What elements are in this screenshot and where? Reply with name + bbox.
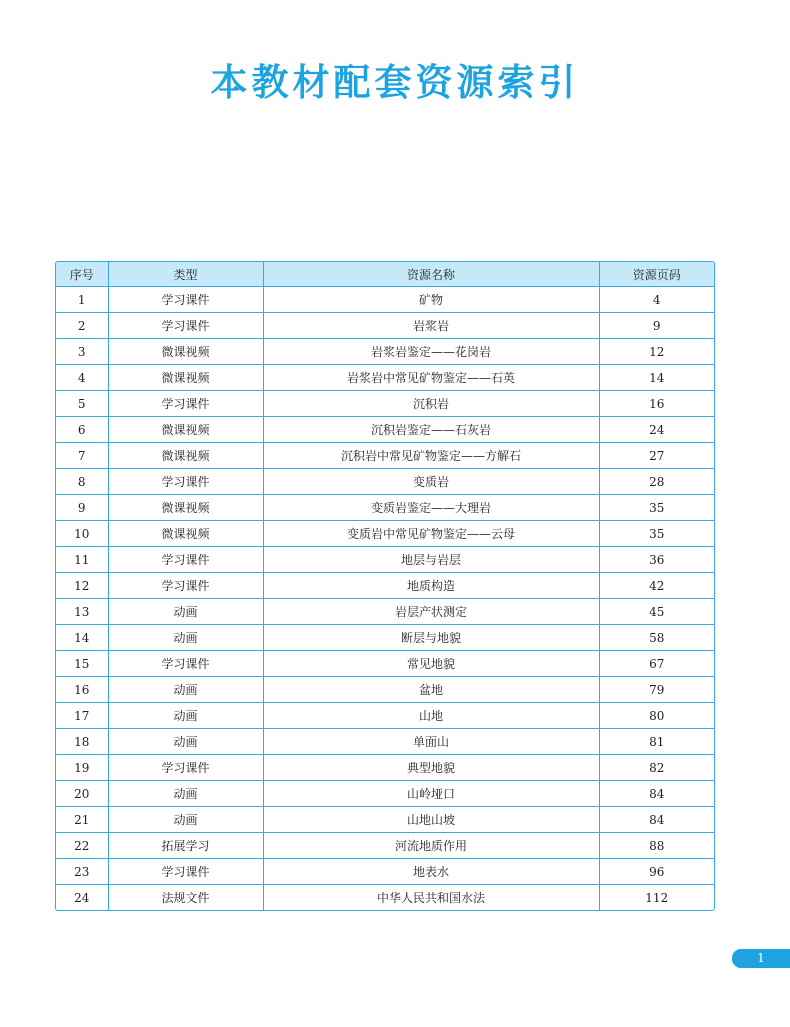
row-number: 18 <box>56 729 108 755</box>
row-type: 微课视频 <box>108 365 263 391</box>
row-number: 6 <box>56 417 108 443</box>
row-number: 15 <box>56 651 108 677</box>
row-page: 67 <box>599 651 714 677</box>
row-type: 动画 <box>108 807 263 833</box>
row-resource-name: 常见地貌 <box>263 651 599 677</box>
row-number: 10 <box>56 521 108 547</box>
header-number: 序号 <box>56 262 108 287</box>
row-resource-name: 河流地质作用 <box>263 833 599 859</box>
table-row <box>56 313 714 339</box>
row-number: 12 <box>56 573 108 599</box>
row-type: 动画 <box>108 599 263 625</box>
row-page: 28 <box>599 469 714 495</box>
row-page: 82 <box>599 755 714 781</box>
row-type: 微课视频 <box>108 521 263 547</box>
row-resource-name: 山岭垭口 <box>263 781 599 807</box>
row-type: 学习课件 <box>108 755 263 781</box>
table-row <box>56 443 714 469</box>
row-number: 20 <box>56 781 108 807</box>
row-type: 学习课件 <box>108 313 263 339</box>
row-resource-name: 岩层产状测定 <box>263 599 599 625</box>
row-type: 微课视频 <box>108 417 263 443</box>
table-row <box>56 417 714 443</box>
row-page: 112 <box>645 890 669 905</box>
table-row <box>56 495 714 521</box>
row-number: 9 <box>56 495 108 521</box>
table-row <box>56 625 714 651</box>
table-row <box>56 599 714 625</box>
table-row <box>56 339 714 365</box>
table-row <box>56 885 714 911</box>
row-page: 27 <box>599 443 714 469</box>
row-resource-name: 单面山 <box>263 729 599 755</box>
row-resource-name: 地质构造 <box>263 573 599 599</box>
table-header-row <box>56 262 714 287</box>
row-page: 35 <box>599 521 714 547</box>
row-resource-name: 地层与岩层 <box>263 547 599 573</box>
table-row <box>56 469 714 495</box>
row-number: 1 <box>56 287 108 313</box>
row-page: 79 <box>599 677 714 703</box>
row-type: 动画 <box>108 703 263 729</box>
row-resource-name: 山地山坡 <box>263 807 599 833</box>
row-type: 动画 <box>108 625 263 651</box>
row-number: 7 <box>56 443 108 469</box>
row-type: 学习课件 <box>108 651 263 677</box>
row-type: 学习课件 <box>108 469 263 495</box>
row-page: 80 <box>599 703 714 729</box>
row-number: 11 <box>56 547 108 573</box>
row-resource-name: 盆地 <box>263 677 599 703</box>
row-type: 动画 <box>108 677 263 703</box>
row-type: 法规文件 <box>108 885 263 911</box>
row-number: 5 <box>56 391 108 417</box>
row-number: 13 <box>56 599 108 625</box>
row-page: 9 <box>599 313 714 339</box>
resource-index-table <box>55 261 715 911</box>
row-type: 微课视频 <box>108 495 263 521</box>
row-page: 58 <box>599 625 714 651</box>
table-row <box>56 833 714 859</box>
table-row <box>56 521 714 547</box>
row-number: 16 <box>56 677 108 703</box>
row-resource-name: 矿物 <box>263 287 599 313</box>
row-number: 22 <box>56 833 108 859</box>
table-row <box>56 573 714 599</box>
row-resource-name: 岩浆岩中常见矿物鉴定——石英 <box>263 365 599 391</box>
row-number: 21 <box>56 807 108 833</box>
row-page: 24 <box>599 417 714 443</box>
row-page: 45 <box>599 599 714 625</box>
row-number: 19 <box>56 755 108 781</box>
row-resource-name: 岩浆岩 <box>263 313 599 339</box>
table-row <box>56 703 714 729</box>
header-resource-page: 资源页码 <box>599 262 714 287</box>
row-page: 81 <box>599 729 714 755</box>
row-page: 4 <box>599 287 714 313</box>
row-page: 96 <box>599 859 714 885</box>
table-row <box>56 859 714 885</box>
table-row <box>56 547 714 573</box>
row-resource-name: 典型地貌 <box>263 755 599 781</box>
header-type: 类型 <box>108 262 263 287</box>
row-page: 12 <box>599 339 714 365</box>
row-number: 3 <box>56 339 108 365</box>
header-resource-name: 资源名称 <box>263 262 599 287</box>
row-resource-name: 沉积岩鉴定——石灰岩 <box>263 417 599 443</box>
table-row <box>56 651 714 677</box>
row-page: 35 <box>599 495 714 521</box>
row-resource-name: 断层与地貌 <box>263 625 599 651</box>
row-type: 学习课件 <box>108 547 263 573</box>
row-page: 36 <box>599 547 714 573</box>
row-type: 微课视频 <box>108 443 263 469</box>
table-row <box>56 677 714 703</box>
table-row <box>56 729 714 755</box>
row-number: 14 <box>56 625 108 651</box>
row-page: 88 <box>599 833 714 859</box>
row-page: 84 <box>599 807 714 833</box>
row-type: 动画 <box>108 781 263 807</box>
table-row <box>56 807 714 833</box>
page-number: 1 <box>732 949 790 968</box>
row-resource-name: 中华人民共和国水法 <box>263 885 599 911</box>
row-resource-name: 变质岩鉴定——大理岩 <box>263 495 599 521</box>
row-number: 23 <box>56 859 108 885</box>
row-number: 8 <box>56 469 108 495</box>
row-page: 42 <box>599 573 714 599</box>
row-page: 84 <box>599 781 714 807</box>
row-page: 14 <box>599 365 714 391</box>
row-number: 24 <box>56 885 108 911</box>
row-type: 拓展学习 <box>108 833 263 859</box>
row-type: 学习课件 <box>108 859 263 885</box>
row-type: 学习课件 <box>108 391 263 417</box>
row-resource-name: 山地 <box>263 703 599 729</box>
table-row <box>56 287 714 313</box>
row-resource-name: 岩浆岩鉴定——花岗岩 <box>263 339 599 365</box>
table-row <box>56 391 714 417</box>
row-type: 学习课件 <box>108 287 263 313</box>
row-resource-name: 地表水 <box>263 859 599 885</box>
table-row <box>56 755 714 781</box>
row-resource-name: 沉积岩中常见矿物鉴定——方解石 <box>263 443 599 469</box>
row-resource-name: 变质岩 <box>263 469 599 495</box>
row-number: 4 <box>56 365 108 391</box>
row-type: 学习课件 <box>108 573 263 599</box>
page-title: 本教材配套资源索引 <box>210 61 580 104</box>
row-number: 2 <box>56 313 108 339</box>
row-type: 动画 <box>108 729 263 755</box>
row-type: 微课视频 <box>108 339 263 365</box>
table-row <box>56 781 714 807</box>
row-page: 16 <box>599 391 714 417</box>
table-row <box>56 365 714 391</box>
row-number: 17 <box>56 703 108 729</box>
row-resource-name: 沉积岩 <box>263 391 599 417</box>
row-resource-name: 变质岩中常见矿物鉴定——云母 <box>263 521 599 547</box>
